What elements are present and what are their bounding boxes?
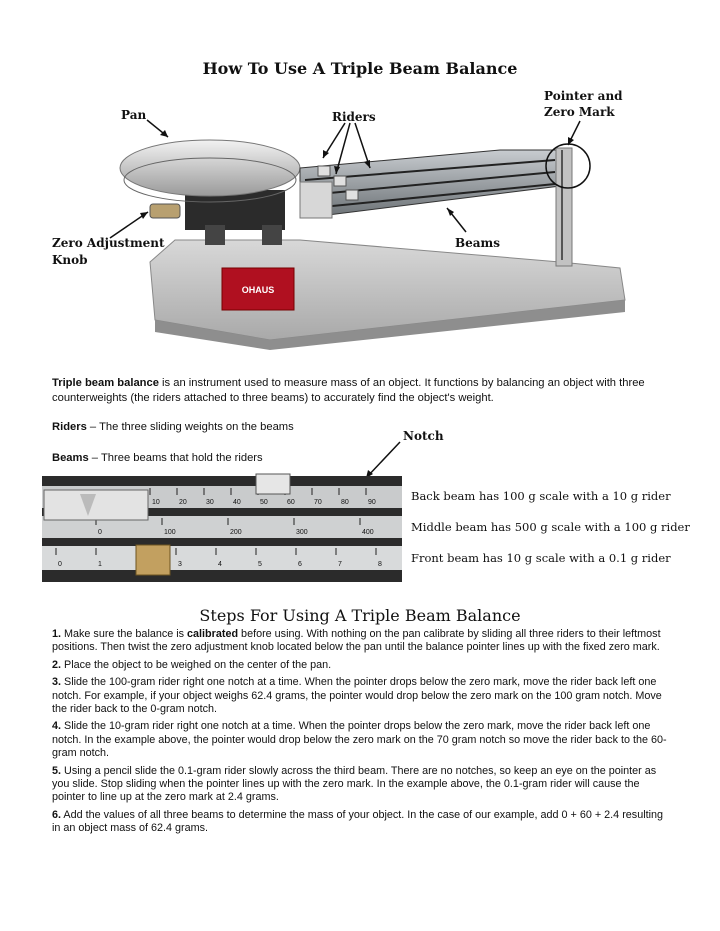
step-text: Make sure the balance is: [61, 628, 188, 640]
back-beam-tick-label: 20: [179, 499, 187, 506]
front-beam-tick-label: 5: [258, 561, 262, 568]
middle-beam-tick-label: 300: [296, 529, 308, 536]
step-text: Slide the 10-gram rider right one notch at a time. When the pointer drops below the zero mark, move the rider back left one notch. In the example above, the pointer would drop below the zero mark on the 70 gram notch so move the rider back to the 60-gram notch.: [52, 720, 667, 760]
step-item: [52, 659, 672, 672]
step-text-tail: before using. With nothing on the pan calibrate by sliding all three riders to their leftmost positions. Then twist the zero adjustment knob located below the pan until the balance pointer lines up with the fixed zero mark.: [52, 628, 661, 654]
definition-riders-text: – The three sliding weights on the beams: [86, 421, 294, 433]
front-beam-tick-label: 4: [218, 561, 222, 568]
label-pointer-line2: Zero Mark: [544, 105, 615, 119]
step-text: Place the object to be weighed on the center of the pan.: [61, 658, 332, 671]
back-beam-tick-label: 10: [152, 499, 160, 506]
brand-logo: OHAUS: [241, 285, 275, 295]
back-beam-tick-label: 50: [260, 499, 268, 506]
back-rider: [256, 474, 290, 494]
step-number: 5.: [52, 764, 62, 777]
middle-beam-tick-label: 0: [98, 529, 102, 536]
step-item: [52, 720, 672, 760]
back-beam-tick-label: 80: [341, 499, 349, 506]
back-beam-tick-label: 60: [287, 499, 295, 506]
back-beam-description: Back beam has 100 g scale with a 10 g rider: [411, 489, 671, 503]
label-zero-adjustment-line1: Zero Adjustment: [52, 236, 165, 250]
step-text: Slide the 100-gram rider right one notch at a time. When the pointer drops below the zero mark, move the rider back left one notch. For example, if your object weighs 62.4 grams, the pointer would drop below the zero mark on the 100 gram notch. Move the rider back to the 0-gram notch.: [52, 676, 662, 716]
middle-beam-description: Middle beam has 500 g scale with a 100 g rider: [411, 520, 690, 534]
front-beam-tick-label: 0: [58, 561, 62, 568]
back-beam-tick-label: 90: [368, 499, 376, 506]
step-number: 3.: [52, 676, 62, 689]
front-beam-description: Front beam has 10 g scale with a 0.1 g rider: [411, 551, 671, 565]
front-beam-tick-label: 1: [98, 561, 102, 568]
step-item: [52, 765, 672, 805]
definition-riders-term: Riders: [52, 421, 87, 433]
definition-beams-text: – Three beams that hold the riders: [88, 452, 263, 464]
label-beams: Beams: [455, 236, 501, 250]
step-item: [52, 676, 672, 716]
intro-text: is an instrument used to measure mass of an object. It functions by balancing an object with three counterweights (the riders attached to three beams) to accurately find the object's weight.: [52, 377, 645, 404]
step-number: 2.: [52, 658, 62, 671]
middle-beam-tick-label: 400: [362, 529, 374, 536]
step-number: 1.: [52, 628, 62, 640]
intro-term: Triple beam balance: [52, 377, 159, 389]
front-rider: [136, 545, 170, 575]
label-pointer-line1: Pointer and: [544, 89, 623, 103]
definition-beams-term: Beams: [52, 452, 89, 464]
step-number: 4.: [52, 720, 62, 733]
steps-list: [52, 628, 672, 840]
middle-rider: [44, 490, 148, 520]
page-title: How To Use A Triple Beam Balance: [202, 59, 518, 78]
back-beam-tick-label: 40: [233, 499, 241, 506]
front-beam-tick-label: 3: [178, 561, 182, 568]
step-number: 6.: [52, 808, 62, 821]
middle-beam-tick-label: 200: [230, 529, 242, 536]
step-item: [52, 628, 672, 655]
step-emphasis: calibrated: [187, 628, 239, 640]
front-beam-tick-label: 6: [298, 561, 302, 568]
label-pan: Pan: [121, 108, 147, 122]
label-notch: Notch: [403, 429, 444, 443]
back-beam-tick-label: 70: [314, 499, 322, 506]
step-item: [52, 809, 672, 836]
back-beam-tick-label: 30: [206, 499, 214, 506]
steps-title: Steps For Using A Triple Beam Balance: [199, 606, 521, 625]
label-zero-adjustment-line2: Knob: [52, 253, 88, 267]
middle-beam-tick-label: 100: [164, 529, 176, 536]
step-text: Using a pencil slide the 0.1-gram rider slowly across the third beam. There are no notches, so keep an eye on the pointer as you slide. Stop sliding when the pointer lines up with the zero mark. In the example above, the 0.1-gram rider will cause the pointer to line up at the zero mark at 2.4 grams.: [52, 764, 657, 804]
step-text: Add the values of all three beams to determine the mass of your object. In the case of our example, add 0 + 60 + 2.4 resulting in an object mass of 62.4 grams.: [52, 808, 663, 835]
label-riders: Riders: [332, 110, 376, 124]
front-beam-tick-label: 7: [338, 561, 342, 568]
front-beam-tick-label: 8: [378, 561, 382, 568]
